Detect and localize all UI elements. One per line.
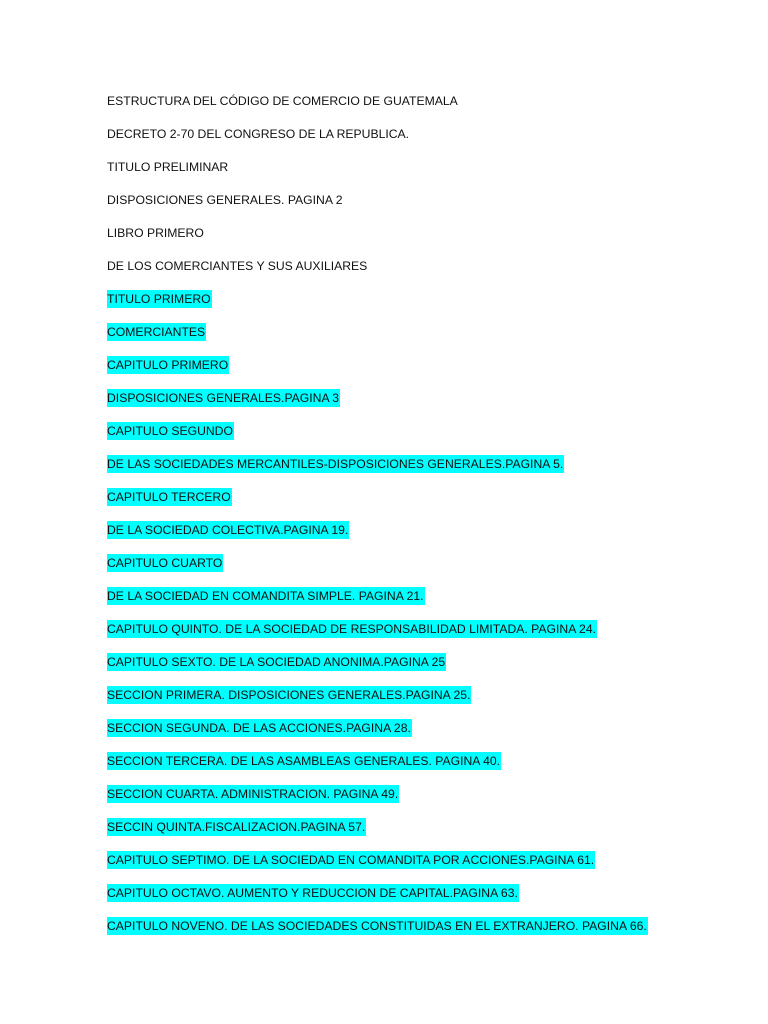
highlighted-text: SECCIN QUINTA.FISCALIZACION.PAGINA 57. [107,820,366,834]
line-highlighted [107,554,747,587]
highlighted-text: CAPITULO CUARTO [107,556,223,570]
line-highlighted [107,653,747,686]
highlighted-text: TITULO PRIMERO [107,292,211,306]
highlighted-text: DE LAS SOCIEDADES MERCANTILES-DISPOSICIONES GENERALES.PAGINA 5. [107,457,564,471]
line-highlighted [107,686,747,719]
line-highlighted [107,917,747,950]
line-text: DE LOS COMERCIANTES Y SUS AUXILIARES [107,259,368,273]
line-highlighted [107,422,747,455]
highlighted-text: CAPITULO SEGUNDO [107,424,233,438]
highlighted-text: COMERCIANTES [107,325,206,339]
line-highlighted [107,356,747,389]
line-libro-primero [107,224,747,257]
line-disposiciones-generales [107,191,747,224]
line-highlighted [107,290,747,323]
line-text: LIBRO PRIMERO [107,226,204,240]
highlighted-text: SECCION CUARTA. ADMINISTRACION. PAGINA 49. [107,787,399,801]
line-highlighted [107,818,747,851]
line-text: DISPOSICIONES GENERALES. PAGINA 2 [107,193,343,207]
line-text: DECRETO 2-70 DEL CONGRESO DE LA REPUBLICA. [107,127,410,141]
text-lines [107,92,747,950]
highlighted-text: CAPITULO SEPTIMO. DE LA SOCIEDAD EN COMANDITA POR ACCIONES.PAGINA 61. [107,853,595,867]
highlighted-text: SECCION PRIMERA. DISPOSICIONES GENERALES.PAGINA 25. [107,688,471,702]
line-title [107,92,747,125]
highlighted-text: CAPITULO TERCERO [107,490,231,504]
highlighted-text: CAPITULO PRIMERO [107,358,229,372]
highlighted-text: SECCION SEGUNDA. DE LAS ACCIONES.PAGINA 28. [107,721,411,735]
highlighted-text: CAPITULO OCTAVO. AUMENTO Y REDUCCION DE CAPITAL.PAGINA 63. [107,886,518,900]
line-highlighted [107,851,747,884]
line-titulo-preliminar [107,158,747,191]
line-decreto [107,125,747,158]
highlighted-text: DISPOSICIONES GENERALES.PAGINA 3 [107,391,340,405]
line-highlighted [107,884,747,917]
line-highlighted [107,752,747,785]
line-highlighted [107,521,747,554]
highlighted-text: CAPITULO SEXTO. DE LA SOCIEDAD ANONIMA.PAGINA 25 [107,655,446,669]
line-highlighted [107,455,747,488]
line-text: TITULO PRELIMINAR [107,160,229,174]
line-text: ESTRUCTURA DEL CÓDIGO DE COMERCIO DE GUATEMALA [107,94,458,108]
line-highlighted [107,620,747,653]
line-highlighted [107,323,747,356]
line-highlighted [107,488,747,521]
highlighted-text: DE LA SOCIEDAD COLECTIVA.PAGINA 19. [107,523,349,537]
line-highlighted [107,587,747,620]
line-highlighted [107,719,747,752]
line-highlighted [107,785,747,818]
highlighted-text: DE LA SOCIEDAD EN COMANDITA SIMPLE. PAGINA 21. [107,589,424,603]
highlighted-text: CAPITULO QUINTO. DE LA SOCIEDAD DE RESPONSABILIDAD LIMITADA. PAGINA 24. [107,622,596,636]
line-highlighted [107,389,747,422]
highlighted-text: SECCION TERCERA. DE LAS ASAMBLEAS GENERALES. PAGINA 40. [107,754,501,768]
highlighted-text: CAPITULO NOVENO. DE LAS SOCIEDADES CONSTITUIDAS EN EL EXTRANJERO. PAGINA 66. [107,919,647,933]
line-comerciantes-auxiliares [107,257,747,290]
